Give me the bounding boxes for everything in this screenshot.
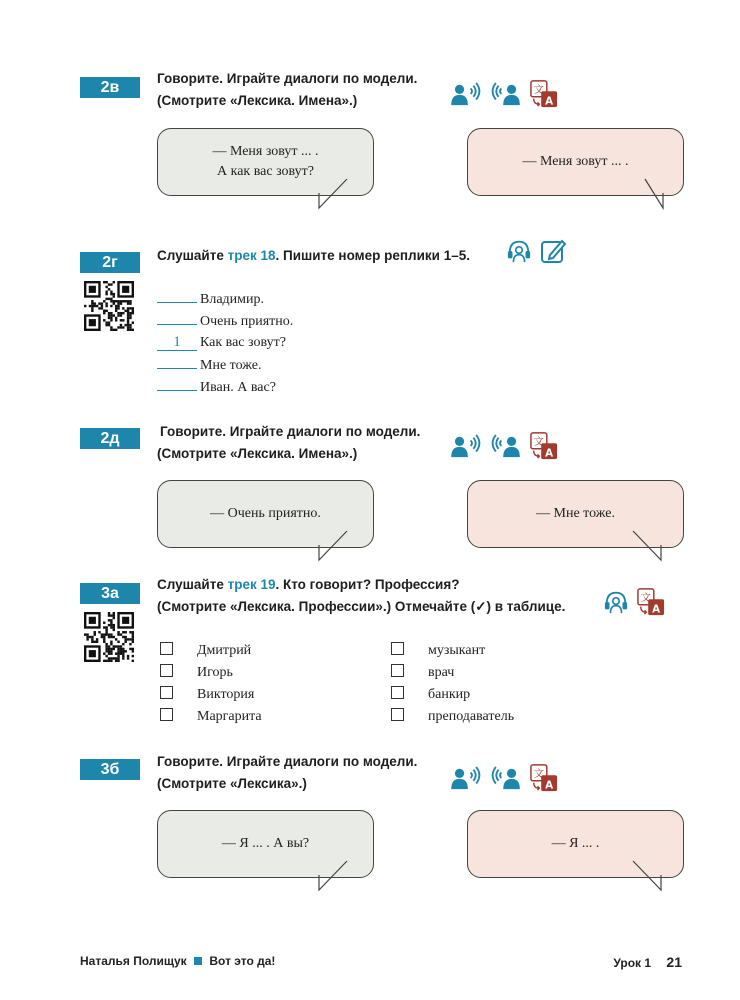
- answer-row: [157, 332, 286, 354]
- bubble-text: — Мне тоже.: [536, 506, 615, 521]
- listen-people-icon: [490, 82, 522, 106]
- bubble-text-line-2: А как вас зовут?: [217, 164, 314, 179]
- footer-lesson: Урок 1: [613, 956, 652, 970]
- instruction-prefix: Слушайте: [157, 577, 228, 592]
- profession-checkbox-row[interactable]: [391, 640, 485, 662]
- translate-icon: [530, 80, 558, 108]
- listen-people-icon: [490, 434, 522, 458]
- qr-code-icon[interactable]: [84, 612, 134, 662]
- answer-blank[interactable]: [157, 376, 197, 391]
- translate-icon: [530, 764, 558, 792]
- answer-blank[interactable]: [157, 310, 197, 325]
- footer-left: [80, 954, 275, 968]
- bubble-text: — Меня зовут ... .: [522, 154, 629, 169]
- answer-text: Как вас зовут?: [200, 335, 286, 350]
- answer-row: [157, 310, 293, 332]
- profession-checkbox-row[interactable]: [391, 662, 454, 684]
- bubble-tail-left: [315, 527, 355, 567]
- exercise-3a-icons: [603, 588, 665, 616]
- checkbox[interactable]: [160, 642, 173, 655]
- bubble-tail-right: [627, 857, 667, 897]
- profession-label: врач: [428, 665, 455, 680]
- track-link[interactable]: трек 19: [227, 577, 276, 592]
- profession-label: преподаватель: [428, 709, 515, 724]
- instruction-line-1: Говорите. Играйте диалоги по модели.: [157, 71, 418, 86]
- footer-author: Наталья Полищук: [80, 954, 187, 968]
- name-checkbox-row[interactable]: [160, 662, 233, 684]
- answer-text: Иван. А вас?: [200, 380, 276, 395]
- exercise-2g-instruction: [157, 245, 470, 267]
- exercise-label-2d: 2д: [80, 428, 140, 449]
- instruction-line-2: (Смотрите «Лексика. Имена».): [157, 93, 358, 108]
- instruction-line-1: Говорите. Играйте диалоги по модели.: [157, 754, 418, 769]
- listen-people-icon: [490, 766, 522, 790]
- checkbox[interactable]: [160, 686, 173, 699]
- footer-square-icon: [194, 957, 202, 965]
- exercise-3a-instruction: [157, 574, 565, 618]
- headphones-icon: [603, 589, 629, 615]
- checkbox[interactable]: [160, 708, 173, 721]
- answer-blank[interactable]: [157, 288, 197, 303]
- footer-book-title: Вот это да!: [209, 954, 276, 968]
- headphones-icon: [506, 238, 532, 264]
- profession-checkbox-row[interactable]: [391, 684, 470, 706]
- instruction-prefix: Слушайте: [157, 248, 228, 263]
- exercise-label-3a: 3а: [80, 583, 140, 604]
- answer-text: Владимир.: [200, 292, 265, 307]
- instruction-suffix: . Кто говорит? Профессия?: [275, 577, 460, 592]
- name-label: Виктория: [197, 687, 255, 702]
- bubble-text: — Очень приятно.: [210, 506, 321, 521]
- exercise-3b-instruction: [157, 751, 417, 795]
- answer-row: [157, 354, 261, 376]
- instruction-line-1: [157, 574, 565, 596]
- answer-row: [157, 376, 276, 398]
- bubble-tail-right: [633, 175, 673, 215]
- translate-icon: [530, 432, 558, 460]
- bubble-tail-left: [315, 175, 355, 215]
- page-number: 21: [666, 954, 682, 970]
- exercise-2v-instruction: [157, 68, 417, 112]
- bubble-text-line-1: — Меня зовут ... .: [212, 144, 319, 159]
- qr-code-icon[interactable]: [84, 281, 134, 331]
- exercise-2g-icons: [506, 237, 568, 265]
- translate-icon: [637, 588, 665, 616]
- instruction-line-2: (Смотрите «Лексика. Имена».): [157, 446, 358, 461]
- exercise-label-2v: 2в: [80, 77, 140, 98]
- exercise-2d-instruction: [157, 421, 421, 465]
- answer-blank[interactable]: [157, 354, 197, 369]
- name-label: Маргарита: [197, 709, 262, 724]
- bubble-tail-right: [627, 527, 667, 567]
- name-checkbox-row[interactable]: [160, 684, 254, 706]
- name-checkbox-row[interactable]: [160, 706, 262, 728]
- name-checkbox-row[interactable]: [160, 640, 251, 662]
- profession-label: музыкант: [428, 643, 486, 658]
- checkbox[interactable]: [391, 642, 404, 655]
- bubble-tail-left: [315, 857, 355, 897]
- exercise-label-2g: 2г: [80, 252, 140, 273]
- profession-checkbox-row[interactable]: [391, 706, 514, 728]
- exercise-2d-icons: [450, 432, 558, 460]
- speaker-icon: [450, 434, 482, 458]
- name-label: Игорь: [197, 665, 233, 680]
- footer-right: [613, 954, 682, 970]
- bubble-text: — Я ... .: [551, 836, 600, 851]
- answer-row: [157, 288, 264, 310]
- profession-label: банкир: [428, 687, 471, 702]
- edit-icon: [540, 237, 568, 265]
- instruction-line-2: (Смотрите «Лексика. Профессии».) Отмечайте (✓) в таблице.: [157, 599, 566, 614]
- answer-blank[interactable]: 1: [157, 336, 197, 351]
- exercise-2v-icons: [450, 80, 558, 108]
- instruction-line-2: (Смотрите «Лексика».): [157, 776, 307, 791]
- name-label: Дмитрий: [197, 643, 252, 658]
- track-link[interactable]: трек 18: [227, 248, 276, 263]
- answer-text: Мне тоже.: [200, 358, 262, 373]
- checkbox[interactable]: [391, 664, 404, 677]
- checkbox[interactable]: [391, 708, 404, 721]
- exercise-label-3b: 3б: [80, 759, 140, 780]
- speaker-icon: [450, 82, 482, 106]
- exercise-3b-icons: [450, 764, 558, 792]
- answer-text: Очень приятно.: [200, 314, 294, 329]
- checkbox[interactable]: [160, 664, 173, 677]
- instruction-suffix: . Пишите номер реплики 1–5.: [275, 248, 470, 263]
- bubble-text: — Я ... . А вы?: [221, 836, 310, 851]
- instruction-line-1: Говорите. Играйте диалоги по модели.: [160, 424, 421, 439]
- speaker-icon: [450, 766, 482, 790]
- checkbox[interactable]: [391, 686, 404, 699]
